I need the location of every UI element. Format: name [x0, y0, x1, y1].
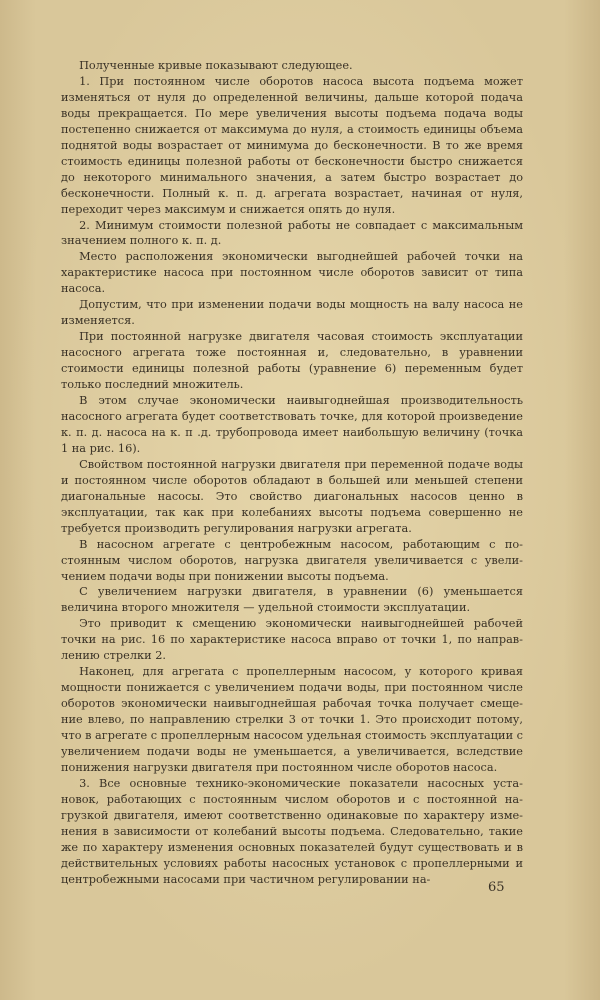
paragraph: В насосном агрегате с центробежным насосом, работающим с постоянным числом оборотов, нагрузка двигателя увеличивается с увеличением подачи воды при понижении высоты подъема. [61, 537, 523, 583]
paragraph: С увеличением нагрузки двигателя, в уравнении (6) уменьшается величина второго множителя — удельной стоимости эксплуатации. [61, 585, 523, 615]
paragraph: Наконец, для агрегата с пропеллерным насосом, у которого кривая мощности понижается с увеличением подачи воды, при постоянном числе оборотов экономически наивыгоднейшая рабочая точка получает смещение влево, по направлению стрелки 3 от точки 1. Это происходит потому, что в агрегате с пропеллерным насосом удельная стоимость эксплуатации с увеличением подачи воды не уменьшается, а увеличивается, вследствие понижения нагрузки двигателя при постоянном числе оборотов насоса. [61, 665, 524, 774]
paragraph: Допустим, что при изменении подачи воды мощность на валу насоса не изменяется. [61, 298, 523, 328]
body-text [61, 58, 523, 888]
paragraph: 3. Все основные технико-экономические показатели насосных установок, работающих с постоянным числом оборотов и с постоянной нагрузкой двигателя, имеют соответственно одинаковые по характеру изменения в зависимости от колебаний высоты подъема. Следовательно, такие же по характеру изменения основных показателей будут существовать и в действительных условиях работы насосных установок с пропеллерными и центробежными насосами при частичном регулировании на- [61, 776, 523, 886]
paragraph: Свойством постоянной нагрузки двигателя при переменной подаче воды и постоянном числе оборотов обладают в большей или меньшей степени диагональные насосы. Это свойство диагональных насосов ценно в эксплуатации, так как при колебаниях высоты подъема совершенно не требуется производить регулирования нагрузки агрегата. [61, 457, 523, 535]
paragraph: Это приводит к смещению экономически наивыгоднейшей рабочей точки на рис. 16 по характеристике насоса вправо от точки 1, по направлению стрелки 2. [61, 617, 523, 663]
paragraph: В этом случае экономически наивыгоднейшая производительность насосного агрегата будет соответствовать точке, для которой произведение к. п. д. насоса на к. п .д. трубопровода имеет наибольшую величину (точка 1 на рис. 16). [61, 394, 523, 455]
paragraph: При постоянной нагрузке двигателя часовая стоимость эксплуатации насосного агрегата тоже постоянная и, следовательно, в уравнении стоимости единицы полезной работы (уравнение 6) переменным будет только последний множитель. [61, 330, 523, 392]
paragraph: 2. Минимум стоимости полезной работы не совпадает с максимальным значением полного к. п. д. [61, 218, 523, 248]
page-number: 65 [488, 880, 505, 895]
paragraph: Полученные кривые показывают следующее. [79, 59, 353, 72]
paragraph: Место расположения экономически выгоднейшей рабочей точки на характеристике насоса при постоянном числе оборотов зависит от типа насоса. [61, 250, 523, 296]
paragraph: 1. При постоянном числе оборотов насоса высота подъема может изменяться от нуля до определенной величины, дальше которой подача воды прекращается. По мере увеличения высоты подъема подача воды постепенно снижается от максимума до нуля, а стоимость единицы объема поднятой воды возрастает от минимума до бесконечности. В то же время стоимость единицы полезной работы от бесконечности быстро снижается до некоторого минимального значения, а затем быстро возрастает до бесконечности. Полный к. п. д. агрегата возрастает, начиная от нуля, переходит через максимум и снижается опять до нуля. [61, 74, 523, 216]
